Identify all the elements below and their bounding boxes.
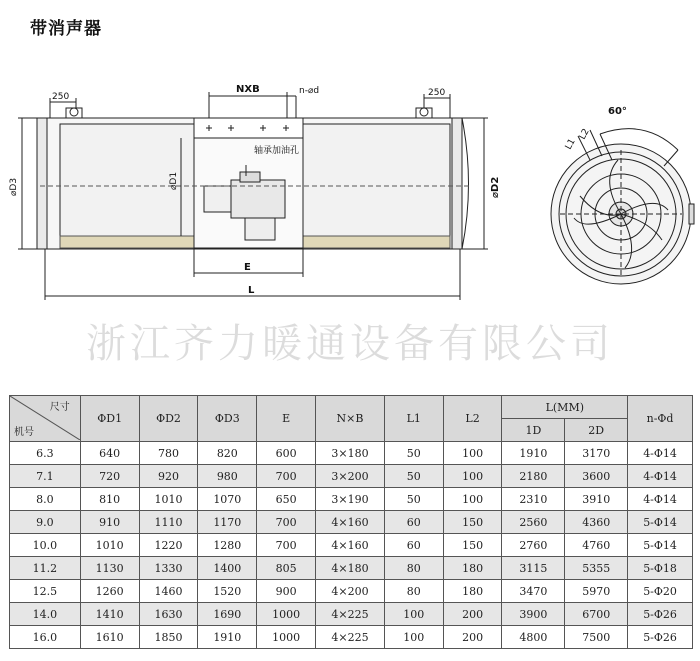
table-cell: 11.2 [10, 557, 81, 580]
table-cell: 50 [384, 488, 443, 511]
table-cell: 4×200 [316, 580, 385, 603]
table-cell: 1330 [139, 557, 198, 580]
table-cell: 3×180 [316, 442, 385, 465]
table-row [10, 488, 693, 511]
table-cell: 1690 [198, 603, 257, 626]
table-cell: 200 [443, 626, 502, 649]
table-cell: 1170 [198, 511, 257, 534]
dim-l2: L2 [577, 127, 592, 142]
table-cell: 180 [443, 557, 502, 580]
header-cell: n-Φd [628, 396, 693, 442]
table-cell: 7.1 [10, 465, 81, 488]
header-cell-l-group: L(MM) [502, 396, 628, 419]
table-cell: 4800 [502, 626, 565, 649]
table-cell: 80 [384, 580, 443, 603]
technical-drawing [0, 0, 700, 310]
table-cell: 1910 [502, 442, 565, 465]
table-cell: 1630 [139, 603, 198, 626]
table-cell: 910 [80, 511, 139, 534]
table-cell: 60 [384, 534, 443, 557]
corner-cell [10, 396, 81, 442]
table-cell: 3×200 [316, 465, 385, 488]
table-row [10, 580, 693, 603]
table-cell: 640 [80, 442, 139, 465]
corner-bottom-label: 机号 [14, 427, 34, 438]
table-cell: 600 [257, 442, 316, 465]
dim-nd: n-⌀d [299, 86, 320, 96]
table-cell: 1280 [198, 534, 257, 557]
table-cell: 3910 [565, 488, 628, 511]
header-cell: ΦD2 [139, 396, 198, 442]
table-cell: 5-Φ18 [628, 557, 693, 580]
table-cell: 1520 [198, 580, 257, 603]
table-cell: 5-Φ20 [628, 580, 693, 603]
table-cell: 980 [198, 465, 257, 488]
table-cell: 6700 [565, 603, 628, 626]
dim-nxb: NXB [236, 84, 260, 95]
table-cell: 1000 [257, 626, 316, 649]
table-cell: 4-Φ14 [628, 442, 693, 465]
table-cell: 2760 [502, 534, 565, 557]
table-cell: 4-Φ14 [628, 488, 693, 511]
table-cell: 2560 [502, 511, 565, 534]
table-cell: 200 [443, 603, 502, 626]
dim-l1: L1 [563, 137, 578, 152]
table-cell: 700 [257, 465, 316, 488]
table-cell: 50 [384, 465, 443, 488]
table-cell: 1910 [198, 626, 257, 649]
table-cell: 150 [443, 534, 502, 557]
table-cell: 80 [384, 557, 443, 580]
header-cell: L1 [384, 396, 443, 442]
table-cell: 100 [384, 603, 443, 626]
dim-250-right: 250 [428, 88, 446, 98]
side-view [18, 92, 488, 300]
table-cell: 5355 [565, 557, 628, 580]
table-row [10, 534, 693, 557]
table-cell: 2180 [502, 465, 565, 488]
table-cell: 150 [443, 511, 502, 534]
table-cell: 4760 [565, 534, 628, 557]
table-header-row [10, 396, 693, 419]
table-cell: 650 [257, 488, 316, 511]
table-cell: 920 [139, 465, 198, 488]
table-cell: 1850 [139, 626, 198, 649]
header-cell: E [257, 396, 316, 442]
table-cell: 4×160 [316, 534, 385, 557]
header-cell: L2 [443, 396, 502, 442]
table-cell: 5-Φ14 [628, 534, 693, 557]
table-cell: 5-Φ26 [628, 603, 693, 626]
table-cell: 3115 [502, 557, 565, 580]
dim-e: E [244, 262, 251, 273]
table-cell: 3170 [565, 442, 628, 465]
dim-d1: ⌀D1 [169, 171, 179, 190]
table-cell: 1410 [80, 603, 139, 626]
table-cell: 4×160 [316, 511, 385, 534]
corner-top-label: 尺寸 [49, 402, 70, 413]
table-cell: 60 [384, 511, 443, 534]
table-cell: 5-Φ26 [628, 626, 693, 649]
watermark-text: 浙江齐力暖通设备有限公司 [86, 321, 614, 367]
table-cell: 1010 [139, 488, 198, 511]
dim-250-left: 250 [52, 92, 70, 102]
table-cell: 100 [384, 626, 443, 649]
table-cell: 1070 [198, 488, 257, 511]
dim-d3: ⌀D3 [9, 177, 19, 196]
table-cell: 1400 [198, 557, 257, 580]
table-cell: 50 [384, 442, 443, 465]
table-row [10, 465, 693, 488]
table-cell: 1130 [80, 557, 139, 580]
table-cell: 1010 [80, 534, 139, 557]
table-cell: 1460 [139, 580, 198, 603]
dim-d2: ⌀D2 [490, 176, 501, 198]
table-cell: 1610 [80, 626, 139, 649]
table-cell: 8.0 [10, 488, 81, 511]
table-cell: 100 [443, 488, 502, 511]
table-cell: 720 [80, 465, 139, 488]
table-cell: 6.3 [10, 442, 81, 465]
table-cell: 12.5 [10, 580, 81, 603]
table-row [10, 626, 693, 649]
table-cell: 9.0 [10, 511, 81, 534]
table-cell: 3470 [502, 580, 565, 603]
table-cell: 100 [443, 465, 502, 488]
table-cell: 820 [198, 442, 257, 465]
end-view [551, 129, 694, 284]
table-cell: 7500 [565, 626, 628, 649]
table-cell: 1000 [257, 603, 316, 626]
table-cell: 100 [443, 442, 502, 465]
table-cell: 2310 [502, 488, 565, 511]
table-cell: 1110 [139, 511, 198, 534]
header-cell-2d: 2D [565, 419, 628, 442]
table-cell: 4360 [565, 511, 628, 534]
table-cell: 900 [257, 580, 316, 603]
header-cell: ΦD1 [80, 396, 139, 442]
table-body [10, 442, 693, 649]
dim-l: L [248, 285, 255, 296]
angle-60: 60° [608, 106, 627, 117]
table-cell: 16.0 [10, 626, 81, 649]
header-cell-1d: 1D [502, 419, 565, 442]
table-cell: 5-Φ14 [628, 511, 693, 534]
table-cell: 700 [257, 534, 316, 557]
table-cell: 4-Φ14 [628, 465, 693, 488]
table-row [10, 557, 693, 580]
table-cell: 1220 [139, 534, 198, 557]
table-cell: 700 [257, 511, 316, 534]
header-cell: ΦD3 [198, 396, 257, 442]
table-row [10, 442, 693, 465]
table-cell: 3900 [502, 603, 565, 626]
table-cell: 4×225 [316, 603, 385, 626]
table-row [10, 511, 693, 534]
table-cell: 810 [80, 488, 139, 511]
table-cell: 3600 [565, 465, 628, 488]
table-cell: 10.0 [10, 534, 81, 557]
table-cell: 1260 [80, 580, 139, 603]
table-cell: 14.0 [10, 603, 81, 626]
table-cell: 4×180 [316, 557, 385, 580]
table-cell: 5970 [565, 580, 628, 603]
table-cell: 780 [139, 442, 198, 465]
table-cell: 805 [257, 557, 316, 580]
table-cell: 180 [443, 580, 502, 603]
spec-table [9, 395, 693, 649]
table-cell: 3×190 [316, 488, 385, 511]
table-cell: 4×225 [316, 626, 385, 649]
header-cell: N×B [316, 396, 385, 442]
page-title: 带消声器 [30, 19, 102, 39]
bearing-oil-hole-note: 轴承加油孔 [254, 146, 300, 156]
table-row [10, 603, 693, 626]
